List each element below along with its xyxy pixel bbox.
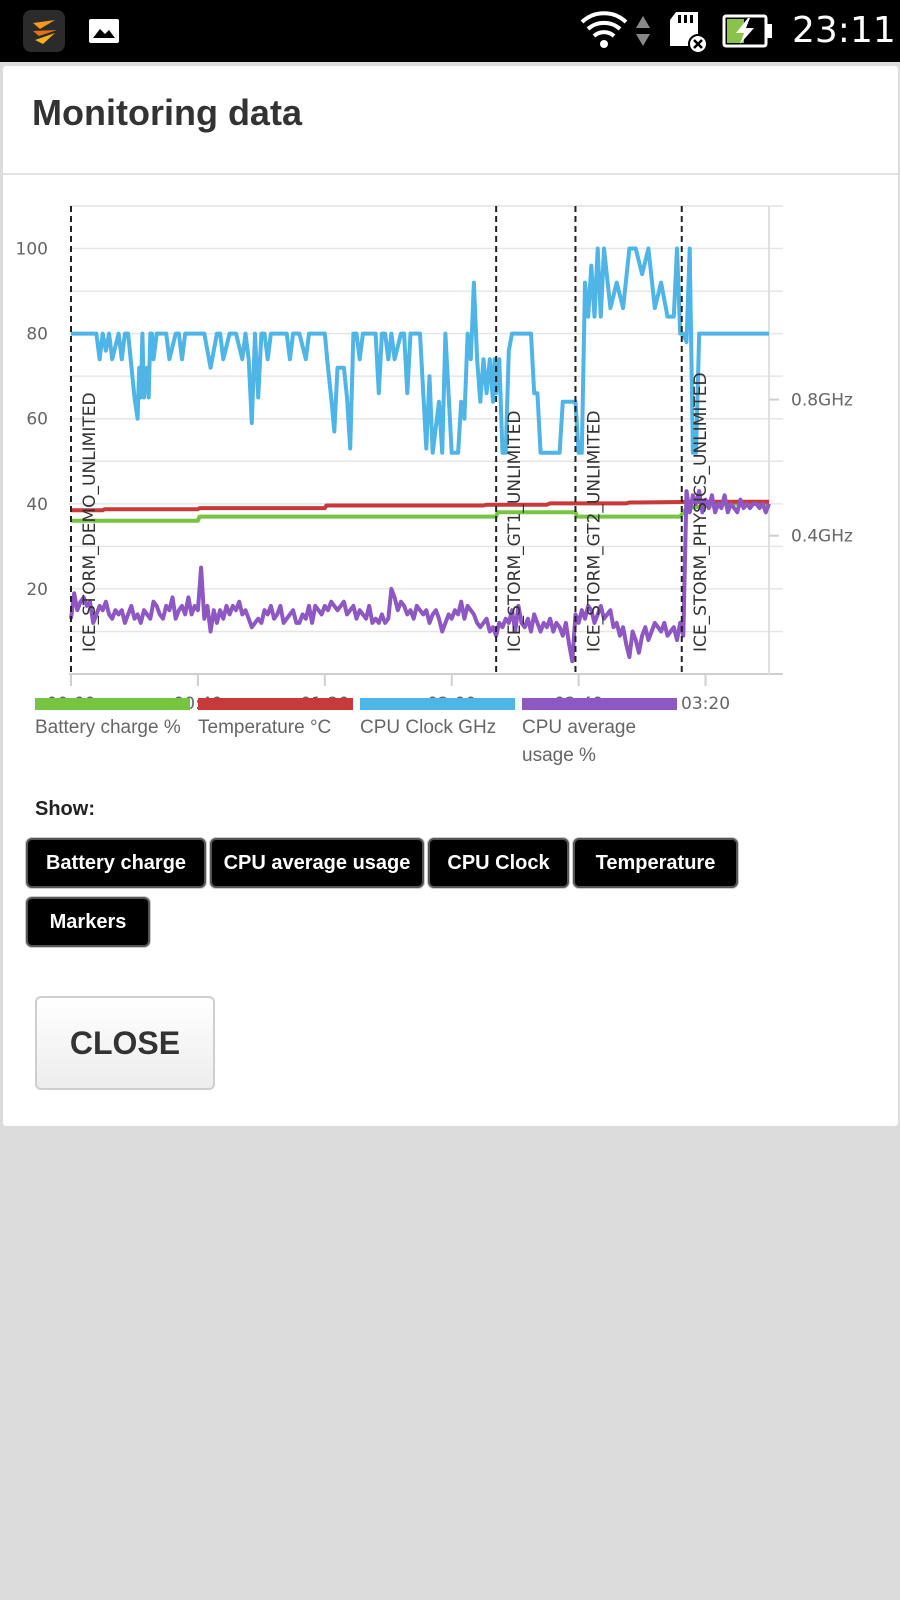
series-temperature-line <box>71 502 769 511</box>
legend-swatch-battery <box>35 698 190 710</box>
monitoring-chart <box>3 186 898 714</box>
legend-swatch-temperature <box>198 698 353 710</box>
y2-tick-label: 0.4GHz <box>791 526 853 547</box>
legend-label-cpu-clock: CPU Clock GHz <box>360 717 497 738</box>
series-cpu-clock-line <box>71 249 769 453</box>
toggle-battery-charge-button[interactable]: Battery charge <box>26 838 206 888</box>
benchmark-marker-label: ICE_STORM_DEMO_UNLIMITED <box>80 392 100 652</box>
y-tick-label: 80 <box>26 324 48 345</box>
benchmark-marker-label: ICE_STORM_PHYSICS_UNLIMITED <box>690 372 711 652</box>
y-tick-label: 40 <box>26 494 48 515</box>
legend-swatch-cpu-clock <box>360 698 515 710</box>
show-label: Show: <box>35 798 95 820</box>
legend-item-cpu-usage <box>522 698 677 770</box>
toggle-cpu-average-usage-button[interactable]: CPU average usage <box>210 838 424 888</box>
y2-tick-label: 0.8GHz <box>791 390 853 411</box>
legend-item-temperature <box>198 698 353 742</box>
toggle-temperature-button[interactable]: Temperature <box>573 838 738 888</box>
legend-swatch-cpu-usage <box>522 698 677 710</box>
monitoring-dialog <box>3 66 898 1126</box>
legend-label-temperature: Temperature °C <box>198 717 332 738</box>
close-button[interactable]: CLOSE <box>35 996 215 1090</box>
y-tick-label: 60 <box>26 409 48 430</box>
benchmark-marker-label: ICE_STORM_GT1_UNLIMITED <box>505 410 526 652</box>
legend-item-cpu-clock <box>360 698 515 742</box>
y-tick-label: 100 <box>15 239 48 260</box>
data-arrows-icon <box>634 14 652 53</box>
status-bar <box>0 0 900 62</box>
y-tick-label: 20 <box>26 579 48 600</box>
benchmark-marker-label: ICE_STORM_GT2_UNLIMITED <box>584 410 605 652</box>
legend-label-battery: Battery charge % <box>35 717 181 738</box>
x-tick-label: 03:20 <box>681 694 731 714</box>
legend-item-battery <box>35 698 190 742</box>
battery-charging-icon <box>722 14 774 53</box>
gallery-icon <box>88 18 120 49</box>
app-3dmark-icon <box>23 10 65 52</box>
title-divider <box>3 173 898 175</box>
chart-legend <box>3 698 898 788</box>
legend-label-cpu-usage: CPU average usage % <box>522 717 637 766</box>
wifi-icon <box>580 10 628 55</box>
toggle-cpu-clock-button[interactable]: CPU Clock <box>428 838 569 888</box>
toggle-markers-button[interactable]: Markers <box>26 897 150 947</box>
sd-card-icon <box>668 10 708 59</box>
dialog-title: Monitoring data <box>32 92 302 133</box>
status-time: 23:11 <box>792 10 896 51</box>
